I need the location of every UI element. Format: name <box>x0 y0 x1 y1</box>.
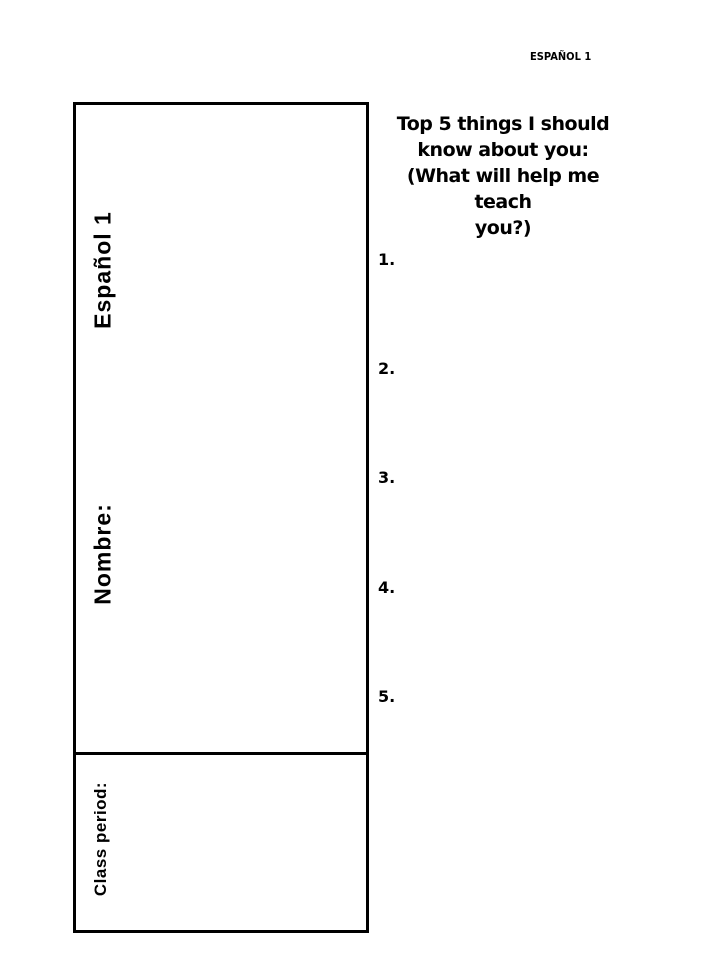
answer-item-1[interactable]: 1. <box>378 250 396 269</box>
prompt-heading-line: you?) <box>474 217 532 239</box>
answer-item-3[interactable]: 3. <box>378 468 396 487</box>
name-label-vertical: Nombre: <box>89 503 116 605</box>
prompt-heading-line: Top 5 things I should <box>396 113 610 135</box>
prompt-heading-line: (What will help me teach <box>406 165 600 213</box>
name-entry-box[interactable] <box>73 102 369 755</box>
prompt-heading <box>378 111 628 241</box>
class-period-entry-box[interactable] <box>73 752 369 933</box>
prompt-heading-line: know about you: <box>417 139 589 161</box>
answer-item-2[interactable]: 2. <box>378 359 396 378</box>
class-period-label-vertical: Class period: <box>91 781 110 897</box>
course-title-vertical: Español 1 <box>89 211 116 329</box>
course-header-label: ESPAÑOL 1 <box>530 50 592 63</box>
answer-item-4[interactable]: 4. <box>378 578 396 597</box>
answer-item-5[interactable]: 5. <box>378 687 396 706</box>
